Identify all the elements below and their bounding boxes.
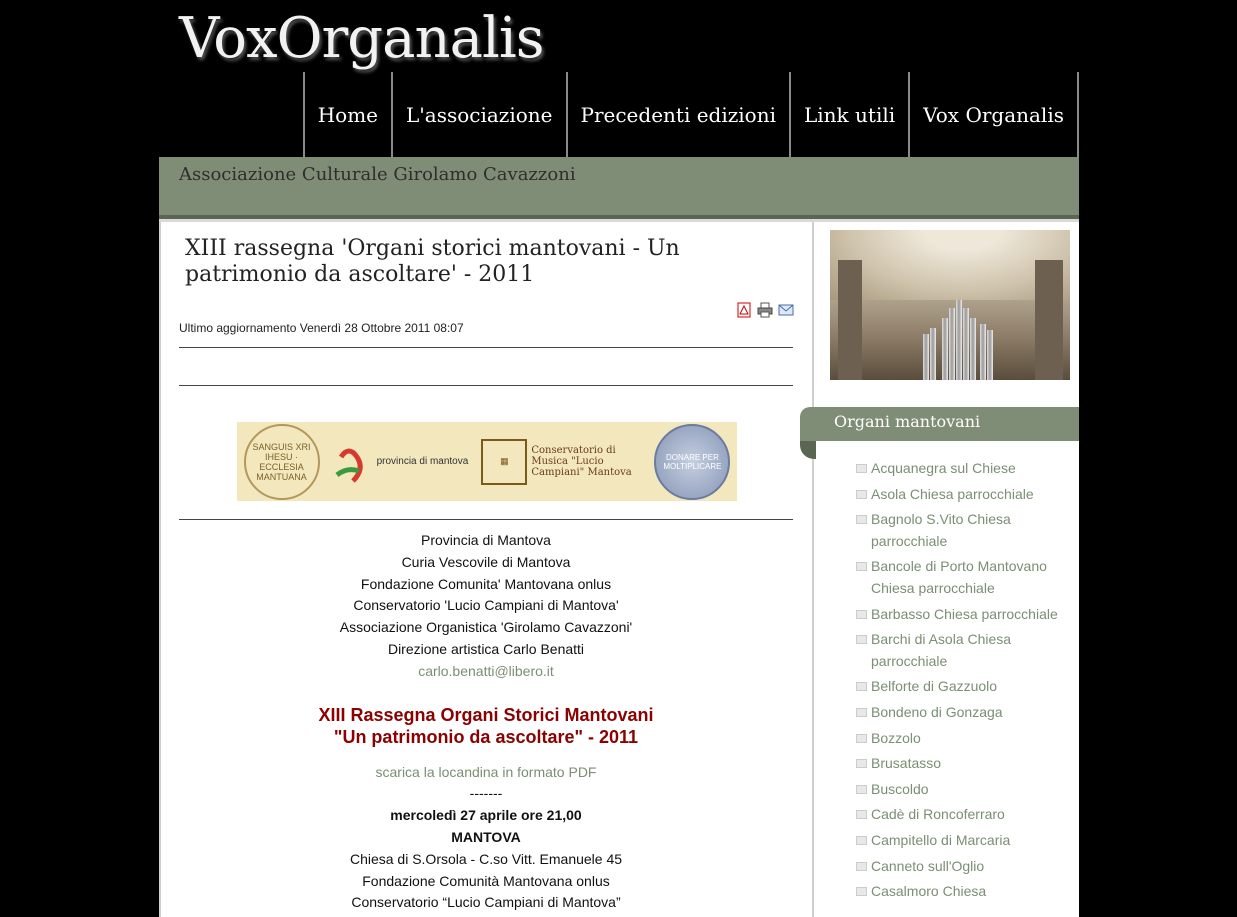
event-line: Chiesa di S.Orsola - C.so Vitt. Emanuele 45 [349, 850, 623, 867]
headline-line-1: XIII Rassegna Organi Storici Mantovani [318, 704, 654, 725]
organ-list-item[interactable]: Bagnolo S.Vito Chiesa parrocchiale [856, 509, 1061, 552]
sponsor-banner [237, 422, 737, 501]
sidebar-heading-text: Organi mantovani [834, 412, 981, 431]
provincia-logo: provincia di mantova [333, 437, 469, 487]
page-wrapper [159, 0, 1079, 914]
site-logo[interactable]: VoxOrganalis [179, 6, 544, 71]
organ-list-item[interactable]: Belforte di Gazzuolo [856, 676, 1061, 698]
separator-text: ------- [469, 785, 503, 802]
article [159, 222, 814, 917]
download-pdf-link[interactable]: scarica la locandina in formato PDF [375, 763, 597, 780]
organ-list-item[interactable]: Barchi di Asola Chiesa parrocchiale [856, 629, 1061, 672]
organ-list-item[interactable]: Buscoldo [856, 779, 1061, 801]
divider [179, 347, 793, 348]
organizer-line: Associazione Organistica 'Girolamo Cavazzoni' [339, 619, 633, 636]
nav-vox-organalis[interactable]: Vox Organalis [908, 72, 1079, 157]
event-line: Fondazione Comunità Mantovana onlus [362, 872, 610, 889]
organ-list-item[interactable]: Cadè di Roncoferraro [856, 804, 1061, 826]
main-nav [303, 72, 1079, 157]
organ-list-item[interactable]: Bancole di Porto Mantovano Chiesa parrocchiale [856, 556, 1061, 599]
article-tools [736, 302, 794, 318]
event-date: mercoledì 27 aprile ore 21,00 [390, 807, 582, 824]
subtitle-band [159, 157, 1079, 219]
conservatorio-crest-icon: ▦ [481, 439, 527, 485]
organizer-line: Provincia di Mantova [421, 532, 551, 548]
event-line: Conservatorio “Lucio Campiani di Mantova” [351, 894, 621, 911]
organ-list-item[interactable]: Bondeno di Gonzaga [856, 702, 1061, 724]
site-subtitle: Associazione Culturale Girolamo Cavazzoni [179, 164, 576, 185]
email-link[interactable]: carlo.benatti@libero.it [418, 662, 554, 679]
divider [179, 385, 793, 386]
sidebar-heading [800, 407, 1079, 441]
conservatorio-logo: ▦ Conservatorio di Musica "Lucio Campiani" Mantova [481, 439, 641, 485]
organizer-line: Curia Vescovile di Mantova [401, 553, 571, 570]
organizer-line: Fondazione Comunita' Mantovana onlus [360, 575, 612, 592]
organ-list-item[interactable]: Casalmoro Chiesa [856, 881, 1061, 903]
organ-list-item[interactable]: Barbasso Chiesa parrocchiale [856, 604, 1061, 626]
organizer-line: Direzione artistica Carlo Benatti [387, 640, 585, 657]
nav-precedenti-edizioni[interactable]: Precedenti edizioni [566, 72, 790, 157]
divider [179, 519, 793, 520]
organ-list-item[interactable]: Bozzolo [856, 728, 1061, 750]
article-body [179, 530, 793, 914]
church-organ-photo [830, 230, 1070, 380]
pdf-icon[interactable] [736, 302, 752, 318]
article-title: XIII rassegna 'Organi storici mantovani - Un patrimonio da ascoltare' - 2011 [185, 236, 680, 287]
sidebar [814, 222, 1079, 917]
organ-list [856, 458, 1061, 907]
content-area [159, 219, 1079, 917]
organ-list-item[interactable]: Acquanegra sul Chiese [856, 458, 1061, 480]
curia-seal-logo: SANGUIS XRI IHESU · ECCLESIA MANTUANA [244, 424, 320, 500]
organ-list-item[interactable]: Canneto sull'Oglio [856, 856, 1061, 878]
nav-associazione[interactable]: L'associazione [391, 72, 565, 157]
last-updated: Ultimo aggiornamento Venerdì 28 Ottobre 2011 08:07 [179, 321, 464, 335]
nav-link-utili[interactable]: Link utili [789, 72, 908, 157]
nav-home[interactable]: Home [303, 72, 391, 157]
email-icon[interactable] [778, 302, 794, 318]
organ-list-item[interactable]: Brusatasso [856, 753, 1061, 775]
organ-list-item[interactable]: Campitello di Marcaria [856, 830, 1061, 852]
headline-line-2: "Un patrimonio da ascoltare" - 2011 [333, 726, 639, 747]
organ-list-item[interactable]: Asola Chiesa parrocchiale [856, 484, 1061, 506]
event-city: MANTOVA [451, 828, 521, 845]
print-icon[interactable] [757, 302, 773, 318]
organizer-line: Conservatorio 'Lucio Campiani di Mantova' [353, 597, 619, 614]
fondazione-seal-logo: DONARE PER MOLTIPLICARE [654, 424, 730, 500]
